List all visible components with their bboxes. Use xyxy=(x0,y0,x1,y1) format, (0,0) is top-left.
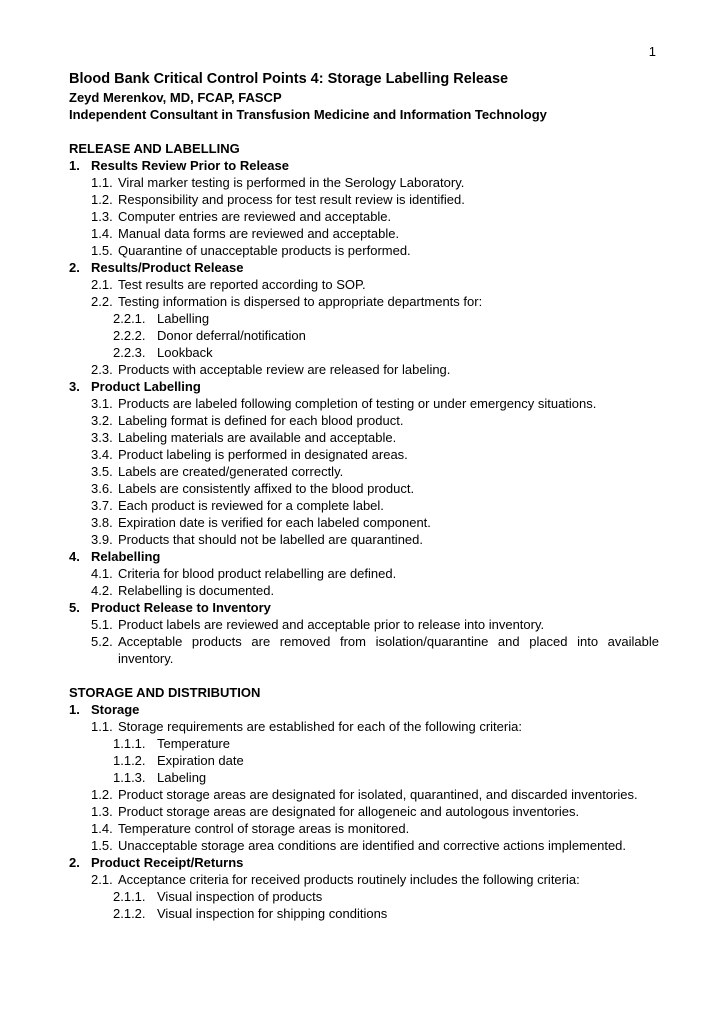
item-number: 3.4. xyxy=(91,447,113,462)
section-heading: STORAGE AND DISTRIBUTION xyxy=(69,685,261,700)
document-title: Blood Bank Critical Control Points 4: Storage Labelling Release xyxy=(69,71,509,87)
item-number: 1.4. xyxy=(91,821,113,836)
outline-item-level3 xyxy=(69,735,659,752)
outline-item-level1 xyxy=(69,701,659,718)
author-name: Zeyd Merenkov, MD, FCAP, FASCP xyxy=(69,90,282,105)
item-text: Labeling xyxy=(157,770,207,785)
item-number: 3.9. xyxy=(91,532,113,547)
item-number: 1.1.3. xyxy=(113,770,146,785)
item-text: Labels are consistently affixed to the blood product. xyxy=(118,481,415,496)
item-number: 2.2.3. xyxy=(113,345,146,360)
item-text: Unacceptable storage area conditions are identified and corrective actions implemented. xyxy=(118,838,627,853)
item-text: Test results are reported according to SOP. xyxy=(118,277,366,292)
item-heading: Results Review Prior to Release xyxy=(91,158,289,173)
section xyxy=(69,684,659,922)
outline-item-level2 xyxy=(69,395,659,412)
item-number: 1.4. xyxy=(91,226,113,241)
item-number: 2. xyxy=(69,855,80,870)
item-heading: Product Release to Inventory xyxy=(91,600,271,615)
item-text: Temperature xyxy=(157,736,230,751)
outline-item-level2 xyxy=(69,718,659,735)
outline-item-level2 xyxy=(69,480,659,497)
item-text: Product labeling is performed in designated areas. xyxy=(118,447,408,462)
item-text: Manual data forms are reviewed and acceptable. xyxy=(118,226,400,241)
item-number: 1.1. xyxy=(91,175,113,190)
item-text: Testing information is dispersed to appropriate departments for: xyxy=(118,294,483,309)
item-text: Product storage areas are designated for allogeneic and autologous inventories. xyxy=(118,804,580,819)
page-number: 1 xyxy=(648,44,656,59)
item-text: Criteria for blood product relabelling are defined. xyxy=(118,566,397,581)
item-number: 4.1. xyxy=(91,566,113,581)
item-text: Visual inspection of products xyxy=(157,889,323,904)
item-text: Products are labeled following completion of testing or under emergency situations. xyxy=(118,396,597,411)
item-text: Computer entries are reviewed and acceptable. xyxy=(118,209,392,224)
outline-item-level1 xyxy=(69,599,659,616)
outline-item-level2 xyxy=(69,191,659,208)
item-number: 2. xyxy=(69,260,80,275)
item-text: Product storage areas are designated for isolated, quarantined, and discarded inventories. xyxy=(118,787,638,802)
outline-item-level2 xyxy=(69,361,659,378)
item-text: Product labels are reviewed and acceptable prior to release into inventory. xyxy=(118,617,545,632)
outline-item-level2 xyxy=(69,174,659,191)
outline-item-level3 xyxy=(69,327,659,344)
item-text: Labelling xyxy=(157,311,210,326)
item-text: Products with acceptable review are released for labeling. xyxy=(118,362,451,377)
item-number: 2.1.2. xyxy=(113,906,146,921)
document-body xyxy=(69,70,659,922)
outline-item-level2 xyxy=(69,276,659,293)
author-affiliation: Independent Consultant in Transfusion Medicine and Information Technology xyxy=(69,107,547,122)
item-number: 5.2. xyxy=(91,634,113,649)
outline-item-level2 xyxy=(69,820,659,837)
outline-item-level2 xyxy=(69,446,659,463)
item-number: 1.1.2. xyxy=(113,753,146,768)
item-number: 3.5. xyxy=(91,464,113,479)
item-number: 3.6. xyxy=(91,481,113,496)
item-number: 1.5. xyxy=(91,838,113,853)
item-text: Visual inspection for shipping conditions xyxy=(157,906,388,921)
section-heading: RELEASE AND LABELLING xyxy=(69,141,240,156)
item-number: 3.7. xyxy=(91,498,113,513)
item-text: Donor deferral/notification xyxy=(157,328,306,343)
outline-item-level3 xyxy=(69,310,659,327)
item-number: 4. xyxy=(69,549,80,564)
item-number: 2.2. xyxy=(91,294,113,309)
outline-item-level1 xyxy=(69,548,659,565)
item-text: Acceptable products are removed from isolation/quarantine and placed into available inventory. xyxy=(118,634,659,666)
outline-item-level1 xyxy=(69,854,659,871)
item-number: 1.5. xyxy=(91,243,113,258)
outline-item-level2 xyxy=(69,531,659,548)
section xyxy=(69,140,659,667)
outline-item-level2 xyxy=(69,633,659,667)
item-number: 3.3. xyxy=(91,430,113,445)
item-number: 3.8. xyxy=(91,515,113,530)
outline-item-level2 xyxy=(69,463,659,480)
outline-item-level3 xyxy=(69,752,659,769)
item-number: 3.1. xyxy=(91,396,113,411)
item-number: 5. xyxy=(69,600,80,615)
item-text: Labeling format is defined for each blood product. xyxy=(118,413,404,428)
sections-container xyxy=(69,140,659,922)
item-number: 2.2.2. xyxy=(113,328,146,343)
item-text: Expiration date xyxy=(157,753,244,768)
item-text: Labeling materials are available and acceptable. xyxy=(118,430,397,445)
item-text: Labels are created/generated correctly. xyxy=(118,464,344,479)
item-text: Relabelling is documented. xyxy=(118,583,275,598)
item-number: 1.2. xyxy=(91,192,113,207)
item-text: Each product is reviewed for a complete label. xyxy=(118,498,384,513)
outline-item-level2 xyxy=(69,225,659,242)
item-number: 2.1. xyxy=(91,872,113,887)
item-number: 2.1.1. xyxy=(113,889,146,904)
outline-item-level3 xyxy=(69,888,659,905)
outline-item-level2 xyxy=(69,497,659,514)
item-number: 1. xyxy=(69,158,80,173)
item-text: Viral marker testing is performed in the Serology Laboratory. xyxy=(118,175,465,190)
outline-item-level1 xyxy=(69,259,659,276)
item-number: 2.3. xyxy=(91,362,113,377)
item-number: 1.1. xyxy=(91,719,113,734)
outline-item-level2 xyxy=(69,565,659,582)
item-text: Expiration date is verified for each labeled component. xyxy=(118,515,431,530)
outline-item-level2 xyxy=(69,616,659,633)
item-number: 2.1. xyxy=(91,277,113,292)
outline-item-level2 xyxy=(69,871,659,888)
item-text: Temperature control of storage areas is monitored. xyxy=(118,821,410,836)
outline-item-level2 xyxy=(69,803,659,820)
outline-item-level1 xyxy=(69,378,659,395)
item-number: 3. xyxy=(69,379,80,394)
item-text: Storage requirements are established for each of the following criteria: xyxy=(118,719,522,734)
outline-item-level3 xyxy=(69,769,659,786)
outline-item-level2 xyxy=(69,242,659,259)
item-number: 1.3. xyxy=(91,804,113,819)
item-heading: Relabelling xyxy=(91,549,161,564)
item-number: 1.2. xyxy=(91,787,113,802)
item-heading: Storage xyxy=(91,702,140,717)
item-text: Responsibility and process for test result review is identified. xyxy=(118,192,465,207)
outline-item-level3 xyxy=(69,905,659,922)
item-text: Acceptance criteria for received products routinely includes the following criteria: xyxy=(118,872,580,887)
outline-item-level1 xyxy=(69,157,659,174)
item-heading: Product Receipt/Returns xyxy=(91,855,244,870)
item-number: 3.2. xyxy=(91,413,113,428)
outline-item-level2 xyxy=(69,293,659,310)
item-number: 1. xyxy=(69,702,80,717)
item-heading: Results/Product Release xyxy=(91,260,244,275)
item-heading: Product Labelling xyxy=(91,379,201,394)
outline-item-level2 xyxy=(69,786,659,803)
outline-item-level2 xyxy=(69,412,659,429)
item-text: Products that should not be labelled are quarantined. xyxy=(118,532,423,547)
item-number: 4.2. xyxy=(91,583,113,598)
item-number: 1.1.1. xyxy=(113,736,146,751)
outline-item-level2 xyxy=(69,837,659,854)
item-text: Lookback xyxy=(157,345,213,360)
item-text: Quarantine of unacceptable products is performed. xyxy=(118,243,411,258)
outline-item-level2 xyxy=(69,582,659,599)
item-number: 5.1. xyxy=(91,617,113,632)
outline-item-level2 xyxy=(69,429,659,446)
item-number: 1.3. xyxy=(91,209,113,224)
outline-item-level2 xyxy=(69,514,659,531)
outline-item-level2 xyxy=(69,208,659,225)
outline-item-level3 xyxy=(69,344,659,361)
item-number: 2.2.1. xyxy=(113,311,146,326)
